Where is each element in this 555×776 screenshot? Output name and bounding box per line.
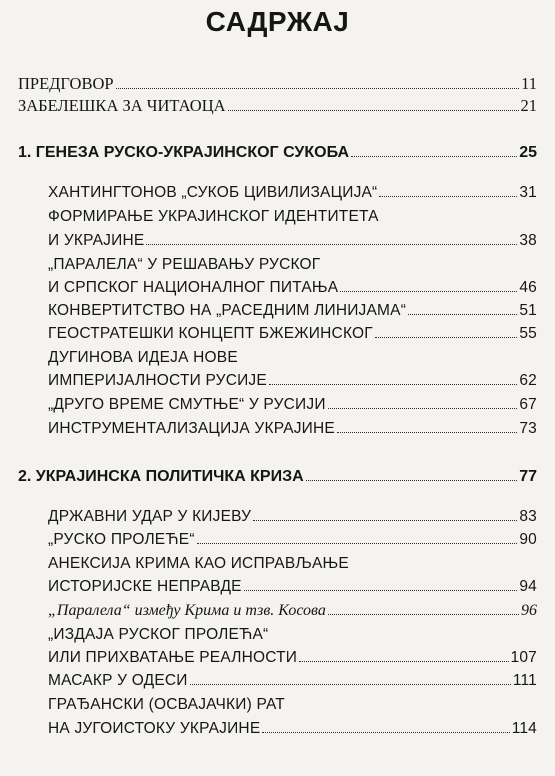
toc-entry-label-line1: „ИЗДАЈА РУСКОГ ПРОЛЕЋА“ <box>48 626 269 643</box>
toc-chapter-2[interactable] <box>18 464 537 486</box>
toc-entry[interactable] <box>48 716 537 738</box>
toc-entry[interactable] <box>48 574 537 596</box>
dot-leader <box>306 480 518 481</box>
toc-entry[interactable] <box>48 668 537 690</box>
toc-page-number: 21 <box>520 96 537 115</box>
toc-page-number: 96 <box>521 602 537 619</box>
toc-page-number: 77 <box>519 468 537 485</box>
toc-entry-label: ЗАБЕЛЕШКА ЗА ЧИТАОЦА <box>18 96 226 115</box>
toc-entry-label-line1: ФОРМИРАЊЕ УКРАЈИНСКОГ ИДЕНТИТЕТА <box>48 208 379 225</box>
toc-entry-label: ГЕОСТРАТЕШКИ КОНЦЕПТ БЖЕЖИНСКОГ <box>48 325 373 342</box>
toc-entry-label-line1: ДУГИНОВА ИДЕЈА НОВЕ <box>48 349 238 366</box>
dot-leader <box>375 337 518 338</box>
dot-leader <box>146 244 517 245</box>
toc-entry-label: ИНСТРУМЕНТАЛИЗАЦИЈА УКРАЈИНЕ <box>48 420 335 437</box>
toc-page-number: 11 <box>521 74 537 93</box>
toc-page-number: 51 <box>519 302 537 319</box>
toc-entry-label-line1: ГРАЂАНСКИ (ОСВАЈАЧКИ) РАТ <box>48 696 285 713</box>
toc-entry[interactable] <box>48 298 537 320</box>
dot-leader <box>262 732 509 733</box>
toc-entry-label-line1: АНЕКСИЈА КРИМА КАО ИСПРАВЉАЊЕ <box>48 555 349 572</box>
dot-leader <box>379 196 517 197</box>
toc-entry-label: НА ЈУГОИСТОКУ УКРАЈИНЕ <box>48 720 261 737</box>
dot-leader <box>197 543 518 544</box>
toc-page-number: 94 <box>519 578 537 595</box>
toc-entry-label: ПРЕДГОВОР <box>18 74 114 93</box>
toc-entry-label: КОНВЕРТИТСТВО НА „РАСЕДНИМ ЛИНИЈАМА“ <box>48 302 407 319</box>
toc-page-number: 111 <box>512 672 537 689</box>
toc-entry-label: ХАНТИНГТОНОВ „СУКОБ ЦИВИЛИЗАЦИЈА“ <box>48 184 378 201</box>
toc-entry-label: ИСТОРИЈСКЕ НЕПРАВДЕ <box>48 578 242 595</box>
toc-entry-label: И СРПСКОГ НАЦИОНАЛНОГ ПИТАЊА <box>48 279 339 296</box>
toc-entry-label: ДРЖАВНИ УДАР У КИЈЕВУ <box>48 508 252 525</box>
toc-entry-label: ИЛИ ПРИХВАТАЊЕ РЕАЛНОСТИ <box>48 649 298 666</box>
toc-entry-foreword[interactable] <box>18 72 537 94</box>
dot-leader <box>340 291 517 292</box>
dot-leader <box>269 384 517 385</box>
toc-page-number: 31 <box>519 184 537 201</box>
toc-entry[interactable] <box>48 180 537 202</box>
toc-entry-label: „РУСКО ПРОЛЕЋЕ“ <box>48 531 195 548</box>
toc-page-number: 90 <box>519 531 537 548</box>
toc-page-number: 67 <box>519 396 537 413</box>
dot-leader <box>337 432 517 433</box>
toc-entry-label: „ДРУГО ВРЕМЕ СМУТЊЕ“ У РУСИЈИ <box>48 396 326 413</box>
toc-entry[interactable] <box>48 275 537 297</box>
toc-page-number: 107 <box>510 649 537 666</box>
toc-chapter-label: 2. УКРАЈИНСКА ПОЛИТИЧКА КРИЗА <box>18 468 304 485</box>
toc-entry[interactable] <box>48 321 537 343</box>
dot-leader <box>328 614 519 615</box>
page-title: САДРЖАЈ <box>205 6 350 37</box>
toc-chapter-label: 1. ГЕНЕЗА РУСКО-УКРАЈИНСКОГ СУКОБА <box>18 144 350 161</box>
dot-leader <box>116 88 520 89</box>
dot-leader <box>351 156 517 157</box>
toc-chapter-1[interactable] <box>18 140 537 162</box>
toc-entry-label-line1: „ПАРАЛЕЛА“ У РЕШАВАЊУ РУСКОГ <box>48 256 321 273</box>
toc-page-number: 25 <box>519 144 537 161</box>
toc-entry[interactable] <box>48 368 537 390</box>
toc-page-number: 55 <box>519 325 537 342</box>
toc-entry[interactable] <box>48 527 537 549</box>
dot-leader <box>244 590 518 591</box>
toc-page-number: 38 <box>519 232 537 249</box>
toc-page-number: 73 <box>519 420 537 437</box>
toc-entry[interactable] <box>48 392 537 414</box>
toc-entry[interactable] <box>48 228 537 250</box>
dot-leader <box>299 661 508 662</box>
toc-entry[interactable] <box>48 645 537 667</box>
dot-leader <box>408 314 517 315</box>
toc-page-number: 62 <box>519 372 537 389</box>
toc-page-number: 83 <box>519 508 537 525</box>
toc-entry[interactable] <box>48 504 537 526</box>
dot-leader <box>253 520 517 521</box>
toc-entry-label: „Паралела“ између Крима и тзв. Косова <box>48 602 326 619</box>
toc-entry[interactable] <box>48 416 537 438</box>
dot-leader <box>228 110 519 111</box>
toc-entry-reader-note[interactable] <box>18 94 537 116</box>
toc-entry-label: ИМПЕРИЈАЛНОСТИ РУСИЈЕ <box>48 372 267 389</box>
toc-page-number: 46 <box>519 279 537 296</box>
toc-subentry[interactable] <box>48 598 537 620</box>
toc-entry-label: МАСАКР У ОДЕСИ <box>48 672 188 689</box>
dot-leader <box>328 408 518 409</box>
toc-entry-label: И УКРАЈИНЕ <box>48 232 145 249</box>
dot-leader <box>190 684 511 685</box>
toc-page-number: 114 <box>511 720 537 737</box>
